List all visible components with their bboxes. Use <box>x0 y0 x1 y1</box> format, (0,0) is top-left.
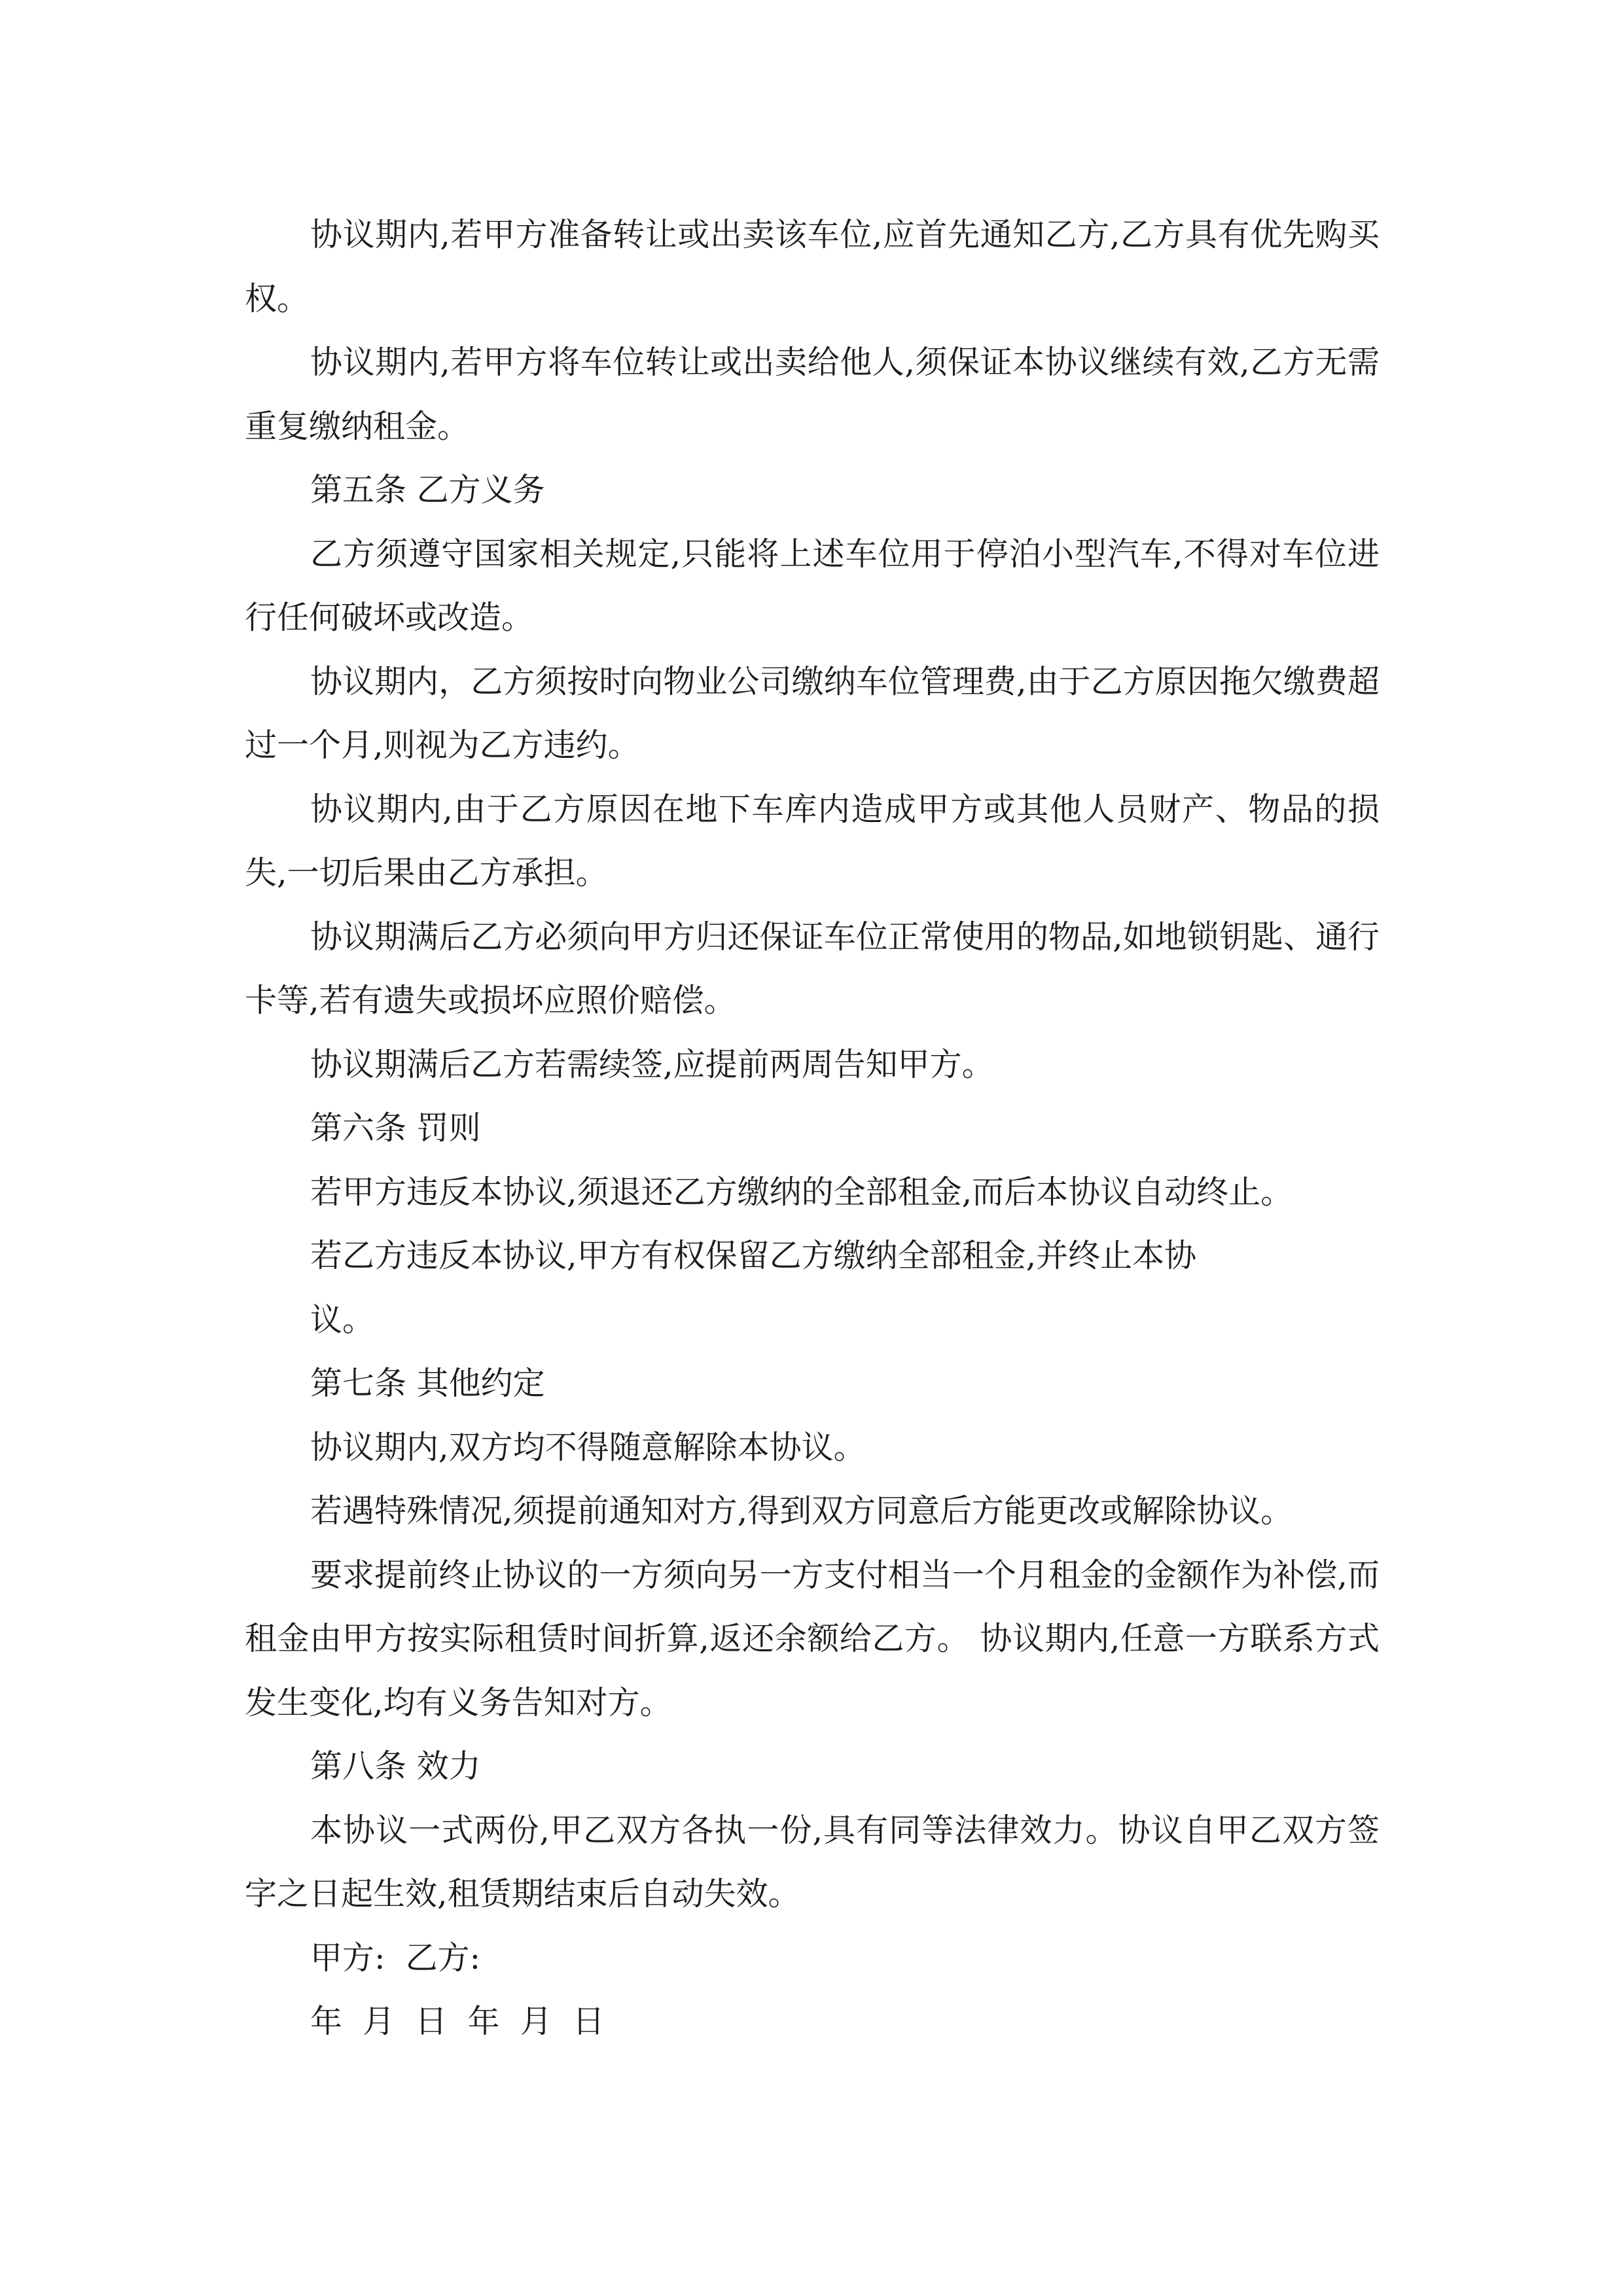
paragraph-party-a-breach: 若甲方违反本协议,须退还乙方缴纳的全部租金,而后本协议自动终止。 <box>310 1173 1293 1211</box>
paragraph-return-items: 协议期满后乙方必须向甲方归还保证车位正常使用的物品,如地锁钥匙、通行卡等,若有遗失或损坏应照价赔偿。 <box>245 918 1380 1019</box>
paragraph-management-fee: 协议期内，乙方须按时向物业公司缴纳车位管理费,由于乙方原因拖欠缴费超过一个月,则视为乙方违约。 <box>245 662 1380 764</box>
paragraph-special-cases: 若遇特殊情况,须提前通知对方,得到双方同意后方能更改或解除协议。 <box>310 1492 1293 1530</box>
heading-article-6: 第六条 罚则 <box>310 1109 481 1147</box>
heading-article-5: 第五条 乙方义务 <box>310 471 545 509</box>
heading-article-7: 第七条 其他约定 <box>310 1365 545 1402</box>
paragraph-validity: 本协议一式两份,甲乙双方各执一份,具有同等法律效力。协议自甲乙双方签字之日起生效,租赁期结束后自动失效。 <box>245 1811 1380 1912</box>
signature-dates: 年 月 日 年 月 日 <box>310 2003 605 2040</box>
paragraph-usage-rules: 乙方须遵守国家相关规定,只能将上述车位用于停泊小型汽车,不得对车位进行任何破坏或改造。 <box>245 535 1380 636</box>
paragraph-priority-purchase: 协议期内,若甲方准备转让或出卖该车位,应首先通知乙方,乙方具有优先购买权。 <box>245 216 1380 317</box>
paragraph-early-termination: 要求提前终止协议的一方须向另一方支付相当一个月租金的金额作为补偿,而租金由甲方按实际租赁时间折算,返还余额给乙方。 协议期内,任意一方联系方式发生变化,均有义务告知对方。 <box>245 1556 1380 1721</box>
paragraph-party-b-breach: 若乙方违反本协议,甲方有权保留乙方缴纳全部租金,并终止本协 <box>310 1237 1197 1274</box>
document-body <box>245 203 1380 2054</box>
paragraph-no-termination: 协议期内,双方均不得随意解除本协议。 <box>310 1428 866 1466</box>
heading-article-8: 第八条 效力 <box>310 1748 481 1785</box>
paragraph-renewal: 协议期满后乙方若需续签,应提前两周告知甲方。 <box>310 1045 994 1083</box>
paragraph-party-b-breach-end: 议。 <box>310 1300 375 1338</box>
signature-parties: 甲方: 乙方: <box>310 1939 481 1977</box>
paragraph-transfer-validity: 协议期内,若甲方将车位转让或出卖给他人,须保证本协议继续有效,乙方无需重复缴纳租金。 <box>245 344 1380 445</box>
paragraph-damage-liability: 协议期内,由于乙方原因在地下车库内造成甲方或其他人员财产、物品的损失,一切后果由乙方承担。 <box>245 790 1380 891</box>
